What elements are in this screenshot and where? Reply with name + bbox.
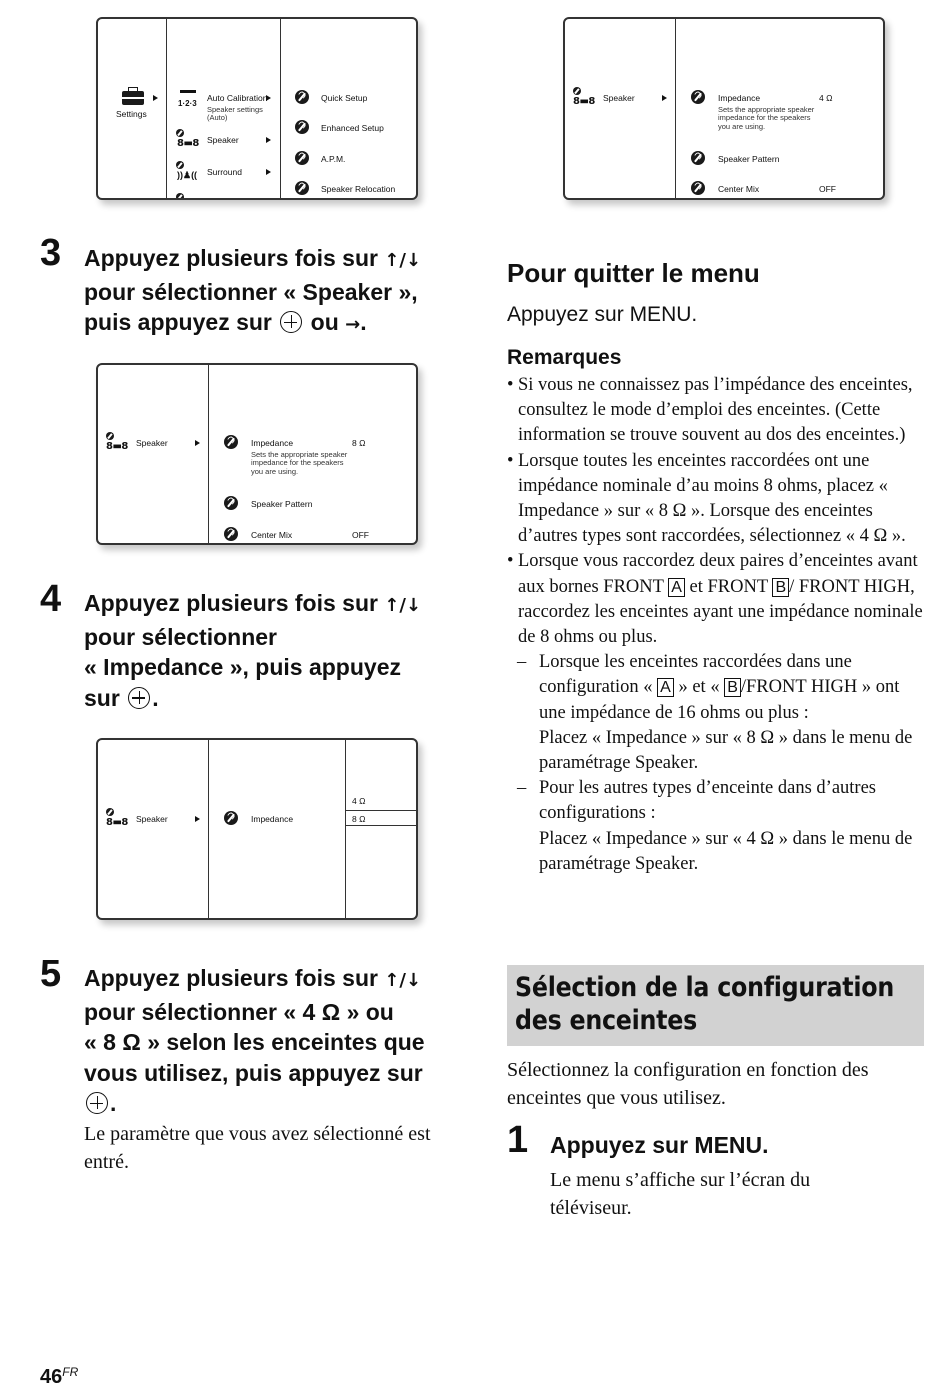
remark-subitem: – Pour les autres types d’enceinte dans d’autres configurations : Placez « Impedance » sur « 4 Ω » dans le menu de paramétrage Speaker. xyxy=(507,776,927,877)
arrow-right-icon xyxy=(153,95,158,101)
surround-label: Surround xyxy=(207,167,242,177)
section-intro: Sélectionnez la configuration en fonction des enceintes que vous utilisez. xyxy=(507,1059,869,1109)
step-3-number: 3 xyxy=(40,232,62,274)
remarks-list xyxy=(507,373,927,877)
wrench-icon xyxy=(295,181,309,195)
remark-item: • Lorsque toutes les enceintes raccordées ont une impédance nominale d’au moins 8 ohms, placez « Impedance » sur « 8 Ω ». Lorsque des enceintes d’autres types sont raccordées, sélectionnez « 4 Ω ». xyxy=(507,449,927,550)
page-number: $46^{FR}$ xyxy=(40,1365,79,1388)
speaker-icon: 8▬8 xyxy=(106,441,128,452)
terminal-a-label: A xyxy=(668,578,685,597)
speaker-pattern-label: Speaker Pattern xyxy=(251,499,313,509)
up-down-arrows-icon: ↑/↓ xyxy=(384,970,422,991)
wrench-icon xyxy=(573,87,581,95)
wrench-icon xyxy=(224,527,238,541)
wrench-icon xyxy=(691,181,705,195)
section-title: Sélection de la configuration des enceintes xyxy=(515,972,894,1036)
tool-icon xyxy=(180,90,196,93)
screen-impedance-select xyxy=(96,738,418,920)
up-down-arrows-icon: ↑/↓ xyxy=(384,250,422,271)
wrench-icon xyxy=(691,151,705,165)
terminal-b-label: B xyxy=(724,678,741,697)
impedance-label: Impedance xyxy=(718,93,761,103)
impedance-desc: Sets the appropriate speaker impedance for the speakers you are using. xyxy=(718,105,815,131)
speaker-label: Speaker xyxy=(136,814,168,824)
section-step-1-title: Appuyez sur MENU. xyxy=(550,1132,769,1158)
step-4-number: 4 xyxy=(40,578,62,620)
section-step-1-number: 1 xyxy=(507,1119,529,1161)
option-8-ohm[interactable]: 8 Ω xyxy=(352,814,366,824)
arrow-right-icon xyxy=(266,137,271,143)
wrench-icon xyxy=(224,811,238,825)
speaker-icon: 8▬8 xyxy=(106,817,128,828)
auto-calibration-label: Auto Calibration xyxy=(207,93,268,103)
screen-speaker-menu-top xyxy=(563,17,885,200)
speaker-pattern-label: Speaker Pattern xyxy=(718,154,780,164)
impedance-label: Impedance xyxy=(251,438,294,448)
quit-menu-text: Appuyez sur MENU. xyxy=(507,303,698,326)
terminal-a-label: A xyxy=(657,678,674,697)
surround-icon: ))♟(( xyxy=(177,170,198,180)
wrench-icon xyxy=(295,90,309,104)
wrench-icon xyxy=(224,435,238,449)
center-mix-label: Center Mix xyxy=(251,530,293,540)
arrow-right-icon xyxy=(195,440,200,446)
impedance-value: 8 Ω xyxy=(352,438,366,448)
center-mix-value: OFF xyxy=(352,530,369,540)
speaker-icon: 8▬8 xyxy=(573,96,595,107)
speaker-label: Speaker xyxy=(603,93,635,103)
wrench-icon xyxy=(106,808,114,816)
impedance-value: 4 Ω xyxy=(819,93,833,103)
wrench-icon xyxy=(295,151,309,165)
toolbox-icon xyxy=(122,91,144,105)
remark-subitem: – Lorsque les enceintes raccordées dans une configuration « A » et « B /FRONT HIGH » ont une impédance de 16 ohms ou plus : Placez « Impedance » sur « 8 Ω » dans le menu de paramétrage Speaker. xyxy=(507,650,927,776)
auto-calibration-desc: Speaker settings (Auto) xyxy=(207,105,263,123)
enter-button-icon xyxy=(128,687,150,709)
arrow-right-icon xyxy=(195,816,200,822)
wrench-icon xyxy=(106,432,114,440)
section-step-1-text: Le menu s’affiche sur l’écran du téléviseur. xyxy=(550,1169,811,1219)
screen-settings-menu xyxy=(96,17,418,200)
screen-speaker-menu xyxy=(96,363,418,545)
wrench-icon xyxy=(295,120,309,134)
up-down-arrows-icon: ↑/↓ xyxy=(384,595,422,616)
center-mix-value: OFF xyxy=(819,184,836,194)
wrench-icon xyxy=(176,161,184,169)
enhanced-setup-label: Enhanced Setup xyxy=(321,123,384,133)
enter-button-icon xyxy=(280,311,302,333)
arrow-right-icon xyxy=(662,95,667,101)
quick-setup-label: Quick Setup xyxy=(321,93,368,103)
speaker-label: Speaker xyxy=(207,135,239,145)
remarks-heading: Remarques xyxy=(507,346,622,369)
calibration-icon: 1·2·3 xyxy=(178,99,197,108)
step-4-instruction: Appuyez plusieurs fois sur ↑/↓ pour sélectionner « Impedance », puis appuyez sur . xyxy=(84,590,422,711)
speaker-relocation-label: Speaker Relocation xyxy=(321,184,396,194)
speaker-label: Speaker xyxy=(136,438,168,448)
arrow-right-icon xyxy=(266,95,271,101)
arrow-right-icon xyxy=(266,169,271,175)
step-3-instruction: Appuyez plusieurs fois sur ↑/↓ pour sélectionner « Speaker », puis appuyez sur ou →. xyxy=(84,245,422,335)
section-banner xyxy=(507,965,924,1046)
speaker-icon: 8▬8 xyxy=(177,138,199,149)
wrench-icon xyxy=(691,90,705,104)
quit-menu-heading: Pour quitter le menu xyxy=(507,258,760,288)
option-4-ohm[interactable]: 4 Ω xyxy=(352,796,366,806)
step-5-instruction: Appuyez plusieurs fois sur ↑/↓ pour sélectionner « 4 Ω » ou « 8 Ω » selon les enceintes que vous utilisez, puis appuyez sur . xyxy=(84,965,425,1116)
wrench-icon xyxy=(224,496,238,510)
step-5-number: 5 xyxy=(40,953,62,995)
impedance-label: Impedance xyxy=(251,814,294,824)
center-mix-label: Center Mix xyxy=(718,184,760,194)
enter-button-icon xyxy=(86,1092,108,1114)
settings-label: Settings xyxy=(116,109,147,119)
remark-item: • Lorsque vous raccordez deux paires d’enceintes avant aux bornes FRONT A et FRONT B / FRONT HIGH, raccordez les enceintes ayant une impédance nominale de 8 ohms ou plus. xyxy=(507,549,927,650)
wrench-icon xyxy=(176,129,184,137)
step-5-result: Le paramètre que vous avez sélectionné est entré. xyxy=(84,1123,431,1173)
terminal-b-label: B xyxy=(772,578,789,597)
remark-item: • Si vous ne connaissez pas l’impédance des enceintes, consultez le mode d’emploi des enceintes. (Cette information se trouve souvent au dos des enceintes.) xyxy=(507,373,927,449)
apm-label: A.P.M. xyxy=(321,154,346,164)
impedance-desc: Sets the appropriate speaker impedance for the speakers you are using. xyxy=(251,450,348,476)
wrench-icon xyxy=(176,193,184,200)
right-arrow-icon: → xyxy=(345,314,361,335)
